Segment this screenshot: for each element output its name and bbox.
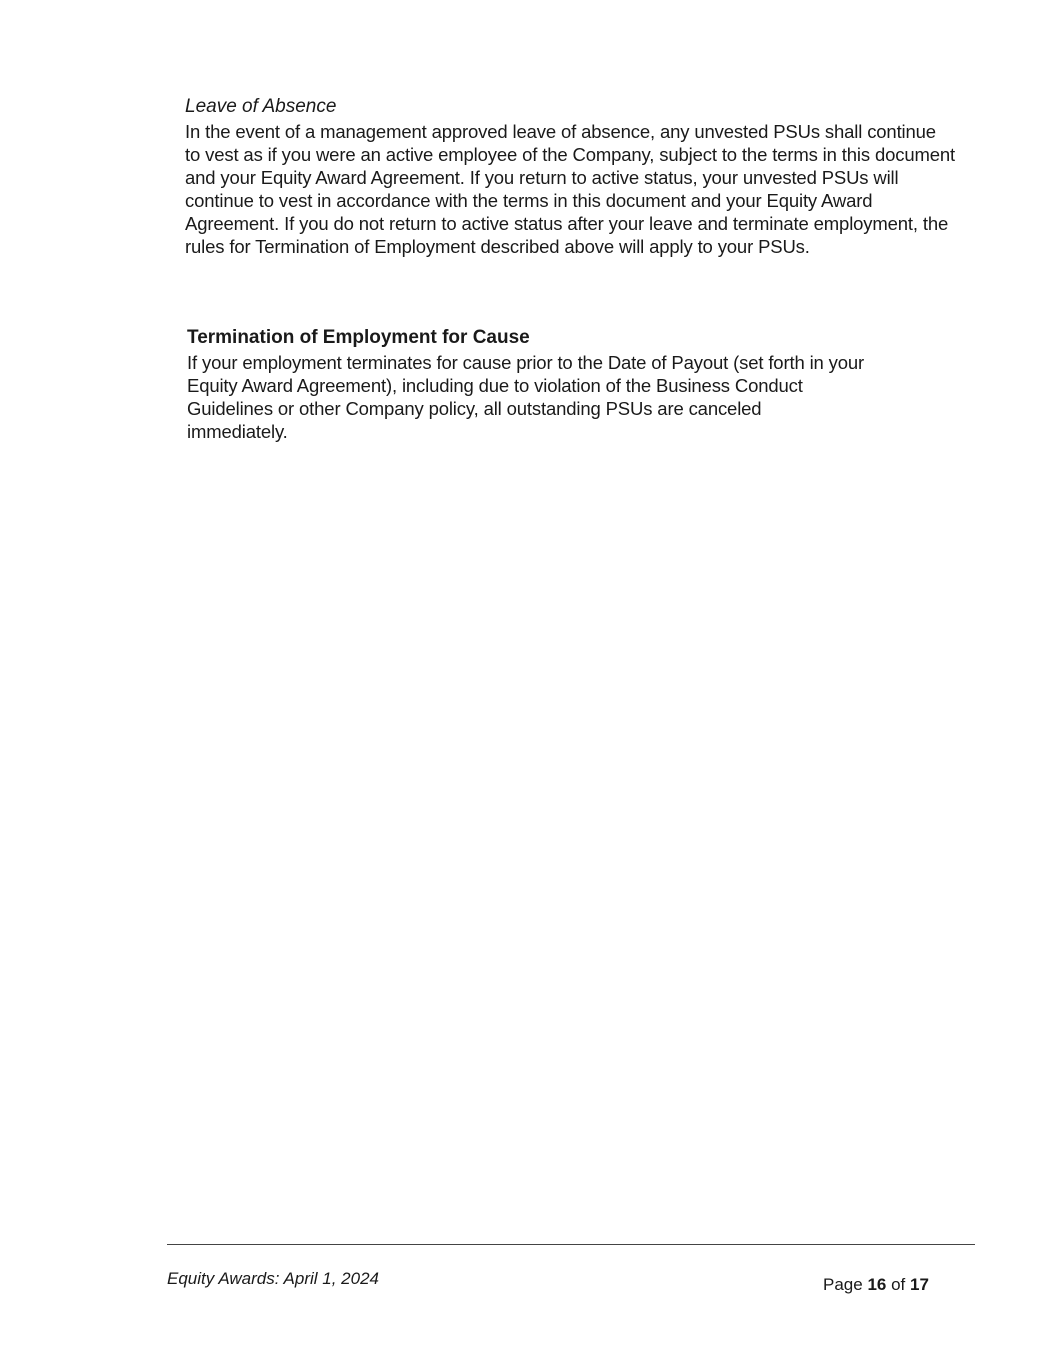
termination-for-cause-heading: Termination of Employment for Cause <box>187 327 530 348</box>
footer-divider <box>167 1244 975 1245</box>
termination-for-cause-body: If your employment terminates for cause prior to the Date of Payout (set forth in your Equity Award Agreement), including due to violation of the Business Conduct Guidelines or other Company policy, all outstanding PSUs are canceled immediately. <box>187 352 865 442</box>
termination-for-cause-section <box>187 325 867 443</box>
footer-page-number <box>823 1274 929 1296</box>
page-prefix: Page <box>823 1275 863 1294</box>
footer-document-title: Equity Awards: April 1, 2024 <box>167 1269 379 1288</box>
leave-of-absence-section <box>185 94 955 258</box>
page-current: 16 <box>867 1275 887 1294</box>
leave-of-absence-body: In the event of a management approved leave of absence, any unvested PSUs shall continue to vest as if you were an active employee of the Company, subject to the terms in this document and your Equity Award Agreement. If you return to active status, your unvested PSUs will continue to vest in accordance with the terms in this document and your Equity Award Agreement. If you do not return to active status after your leave and terminate employment, the rules for Termination of Employment described above will apply to your PSUs. <box>185 121 955 257</box>
page-total: 17 <box>910 1275 929 1294</box>
page-of: of <box>891 1275 906 1294</box>
leave-of-absence-heading: Leave of Absence <box>185 96 337 117</box>
